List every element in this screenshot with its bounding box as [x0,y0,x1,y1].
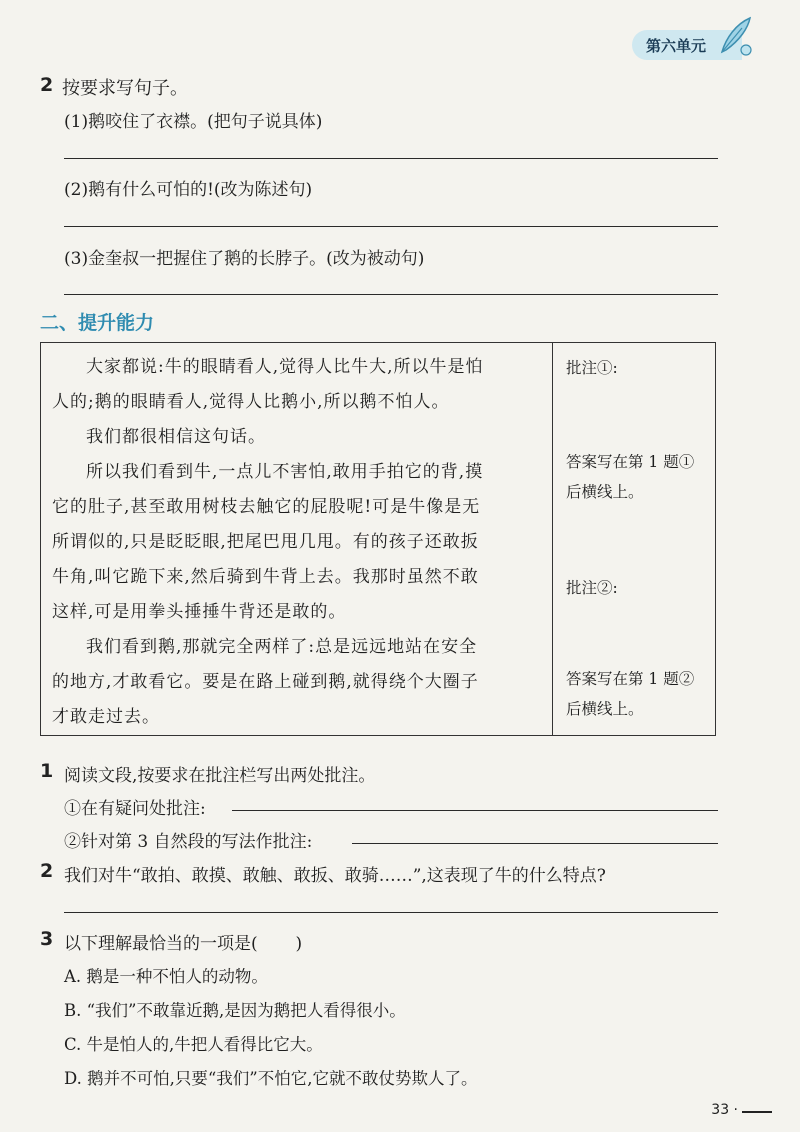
passage-line: 牛角,叫它跪下来,然后骑到牛背上去。我那时虽然不敢 [52,567,479,587]
unit-label: 第六单元 [646,37,707,55]
sub-question-2: (2)鹅有什么可怕的!(改为陈述句) [64,180,313,200]
sub-question-2: ②针对第 3 自然段的写法作批注: [64,832,313,852]
passage-line: 的地方,才敢看它。要是在路上碰到鹅,就得绕个大圈子 [52,672,479,692]
hint-line: 答案写在第 1 题① [566,453,695,471]
hint-line: 后横线上。 [566,700,644,718]
sub-question-3: (3)金奎叔一把握住了鹅的长脖子。(改为被动句) [64,249,425,269]
question-text: 以下理解最恰当的一项是( ) [64,934,303,954]
section-title: 二、提升能力 [40,312,155,334]
question-number: 2 [40,74,54,96]
hint-line: 后横线上。 [566,483,644,501]
page-number-rule [742,1111,772,1113]
answer-line[interactable] [64,226,718,227]
answer-line[interactable] [352,843,718,844]
passage-line: 这样,可是用拳头捶捶牛背还是敢的。 [52,602,347,622]
passage-line: 人的;鹅的眼睛看人,觉得人比鹅小,所以鹅不怕人。 [52,392,450,412]
passage-line: 所以我们看到牛,一点儿不害怕,敢用手拍它的背,摸 [86,462,484,482]
annotation-label-2: 批注②: [566,579,618,597]
reading-passage [52,350,548,735]
sub-question-1: ①在有疑问处批注: [64,799,206,819]
annotation-hint-1 [566,447,694,507]
sub-question-1: (1)鹅咬住了衣襟。(把句子说具体) [64,112,323,132]
page-number: 33 · [711,1102,738,1118]
option-d[interactable]: D. 鹅并不可怕,只要“我们”不怕它,它就不敢仗势欺人了。 [64,1069,478,1088]
question-number: 3 [40,928,54,950]
feather-icon [716,14,756,58]
question-text: 我们对牛“敢拍、敢摸、敢触、敢扳、敢骑……”,这表现了牛的什么特点? [64,866,606,886]
box-divider [552,342,553,736]
passage-line: 我们看到鹅,那就完全两样了:总是远远地站在安全 [86,637,478,657]
question-number: 2 [40,860,54,882]
question-text: 阅读文段,按要求在批注栏写出两处批注。 [64,766,376,786]
option-a[interactable]: A. 鹅是一种不怕人的动物。 [64,967,268,986]
option-b[interactable]: B. “我们”不敢靠近鹅,是因为鹅把人看得很小。 [64,1001,406,1020]
passage-line: 我们都很相信这句话。 [86,427,266,447]
answer-line[interactable] [232,810,718,811]
question-title: 按要求写句子。 [62,78,188,99]
passage-line: 大家都说:牛的眼睛看人,觉得人比牛大,所以牛是怕 [86,357,484,377]
annotation-hint-2 [566,664,694,724]
annotation-label-1: 批注①: [566,359,618,377]
answer-line[interactable] [64,158,718,159]
question-number: 1 [40,760,54,782]
hint-line: 答案写在第 1 题② [566,670,695,688]
passage-line: 所谓似的,只是眨眨眼,把尾巴甩几甩。有的孩子还敢扳 [52,532,479,552]
answer-line[interactable] [64,912,718,913]
passage-line: 才敢走过去。 [52,707,160,727]
passage-line: 它的肚子,甚至敢用树枝去触它的屁股呢!可是牛像是无 [52,497,481,517]
option-c[interactable]: C. 牛是怕人的,牛把人看得比它大。 [64,1035,323,1054]
answer-line[interactable] [64,294,718,295]
